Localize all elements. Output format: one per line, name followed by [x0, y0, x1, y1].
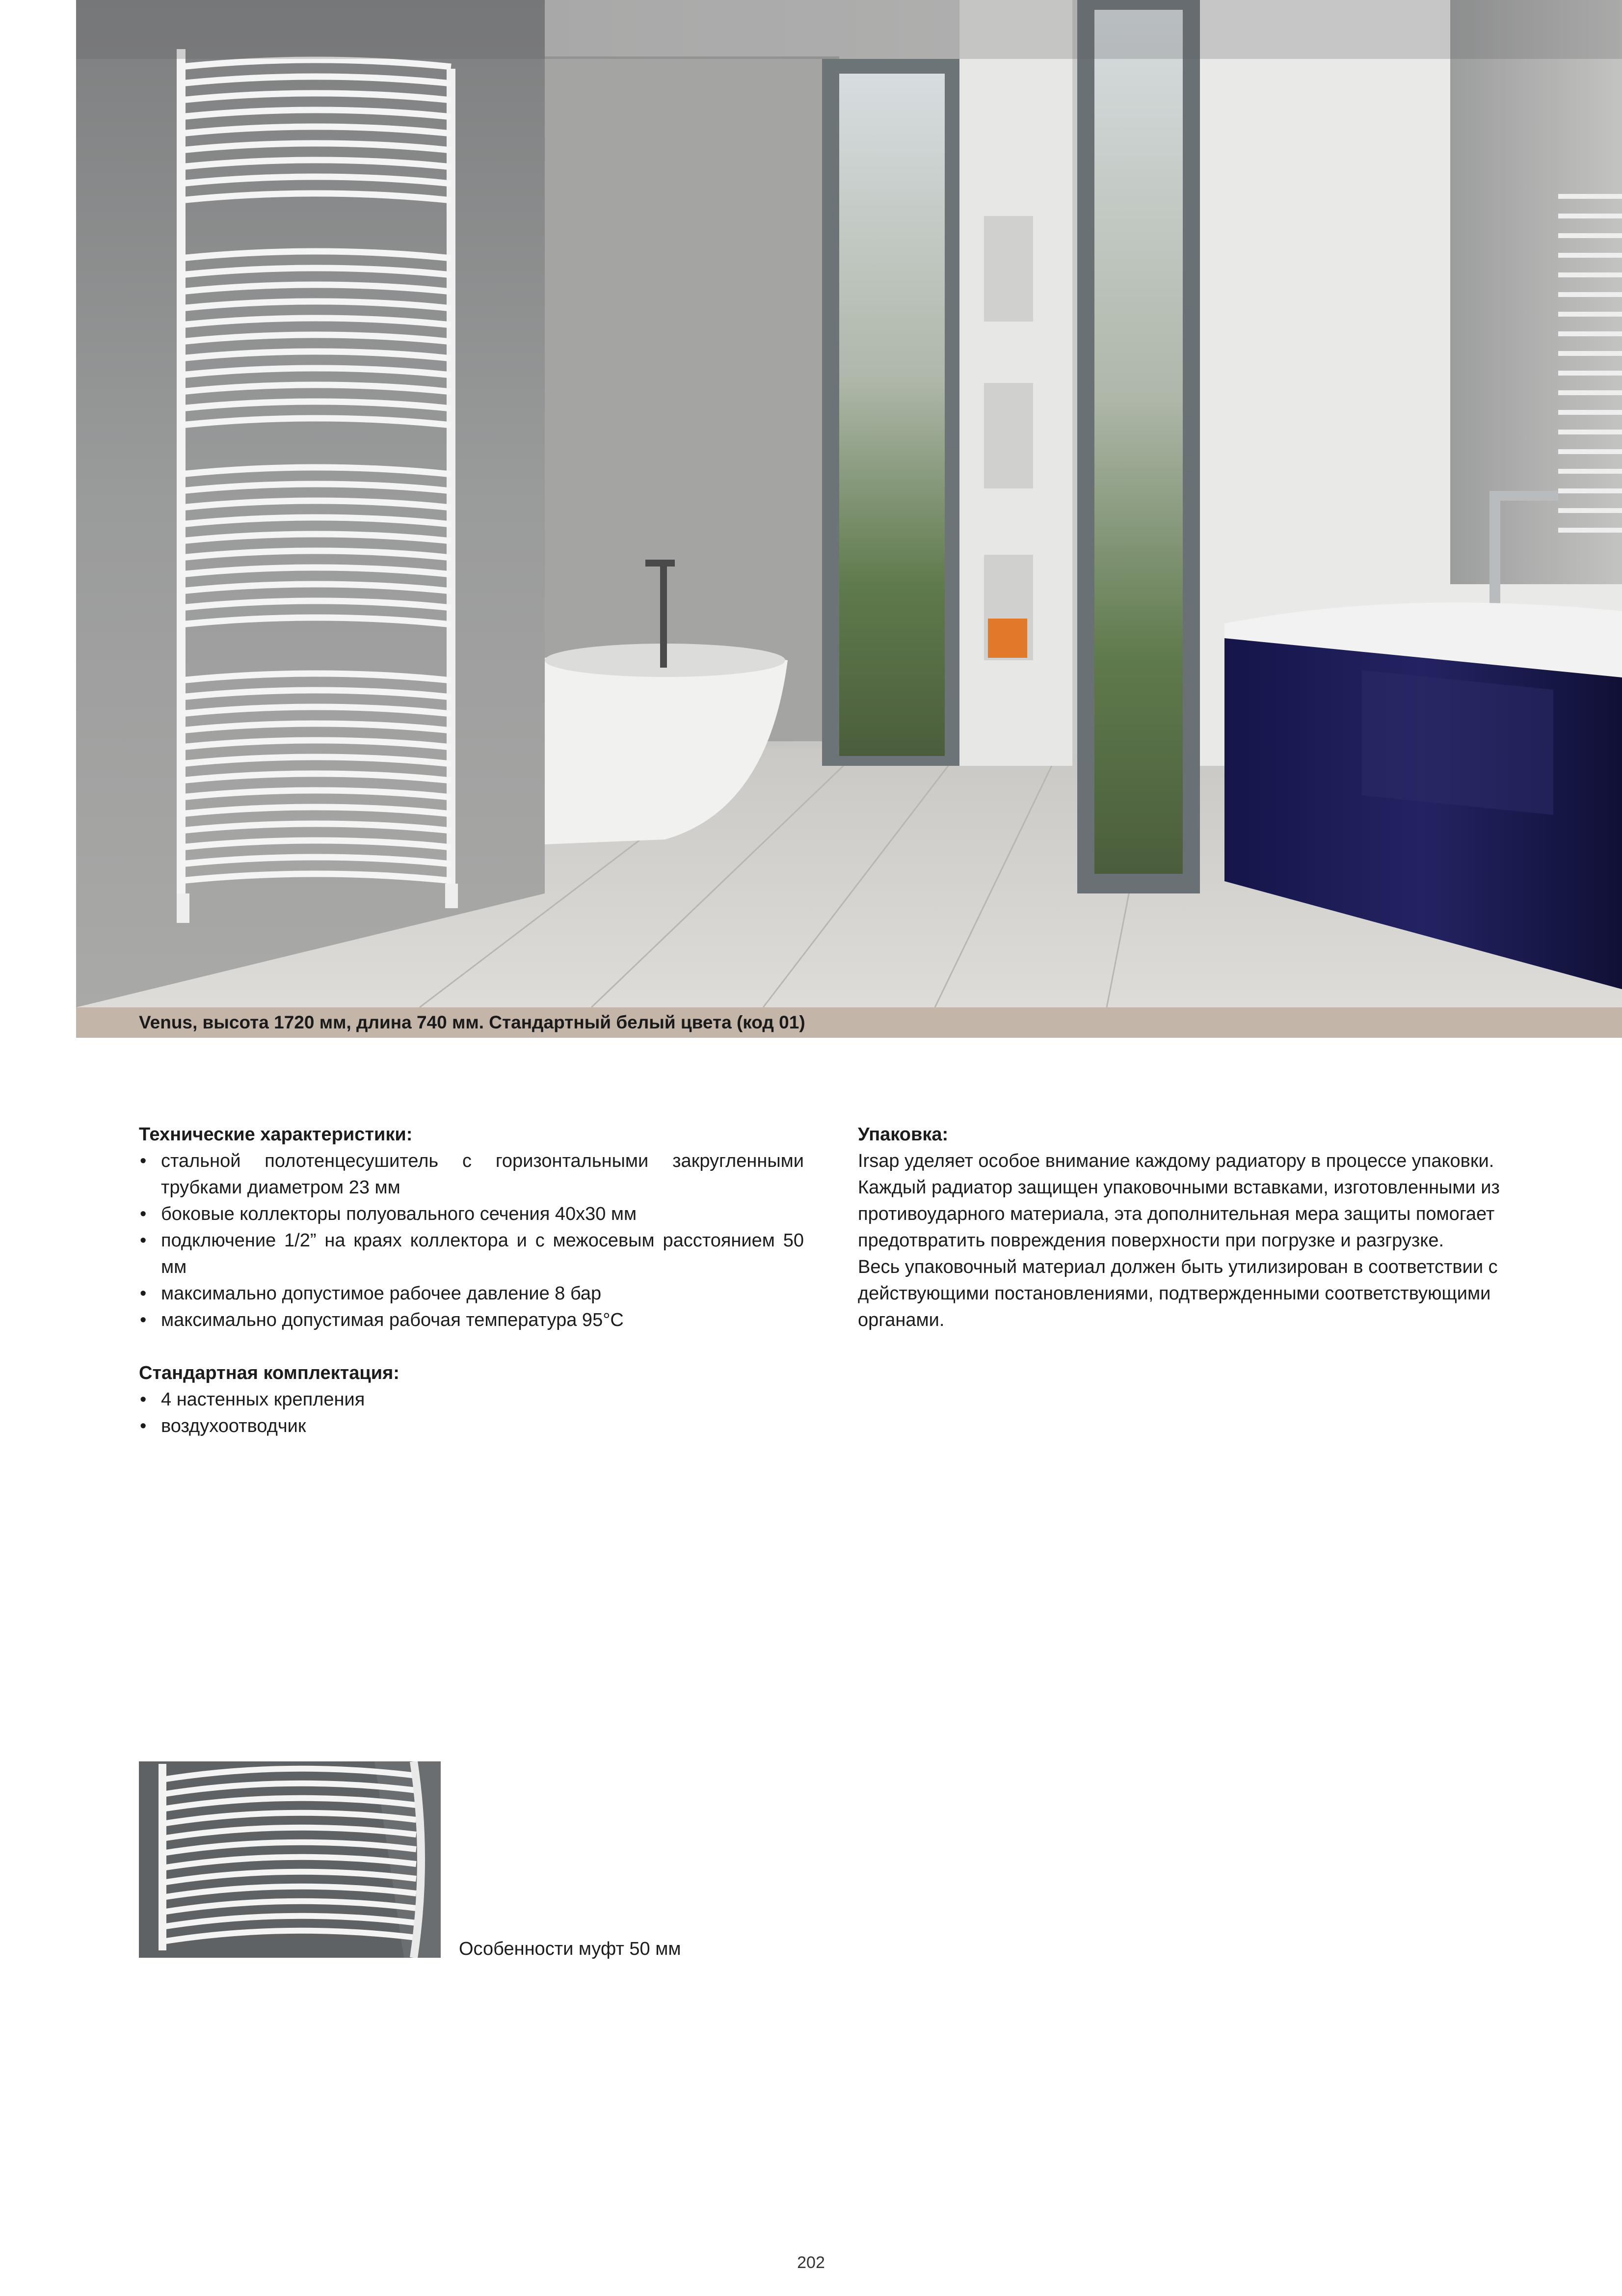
packaging-paragraph: Irsap уделяет особое внимание каждому радиатору в процессе упаковки. Каждый радиатор защищен упаковочными вставками, изготовленными из противоударного материала, эта дополнительная мера защиты помогает предотвратить повреждения поверхности при погрузке и разгрузке. [858, 1151, 1500, 1251]
hero-photo [76, 0, 1622, 1007]
list-item: • боковые коллекторы полуовального сечения 40х30 мм [139, 1201, 804, 1227]
page-number: 202 [797, 2253, 825, 2272]
detail-caption: Особенности муфт 50 мм [459, 1939, 681, 1959]
kit-heading: Стандартная комплектация: [139, 1363, 399, 1383]
packaging-paragraph: Весь упаковочный материал должен быть утилизирован в соответствии с действующими постановлениями, подтвержденными соответствующими органами. [858, 1257, 1498, 1330]
photo-caption-bar [76, 1007, 1622, 1038]
list-item: • 4 настенных крепления [139, 1386, 804, 1413]
window-left [822, 59, 959, 766]
list-item: • стальной полотенцесушитель с горизонтальными закругленными трубками диаметром 23 мм [139, 1148, 804, 1201]
window-right [1077, 0, 1200, 893]
photo-caption: Venus, высота 1720 мм, длина 740 мм. Стандартный белый цвета (код 01) [139, 1012, 805, 1032]
tech-list [139, 1148, 804, 1333]
concrete-panel [545, 56, 839, 741]
specs-column [139, 1121, 804, 1439]
list-item: • подключение 1/2” на краях коллектора и с межосевым расстоянием 50 мм [139, 1227, 804, 1280]
list-item: • максимально допустимое рабочее давление 8 бар [139, 1280, 804, 1307]
list-item: • максимально допустимая рабочая температура 95°C [139, 1307, 804, 1333]
list-item: • воздухоотводчик [139, 1413, 804, 1439]
packaging-column [858, 1121, 1523, 1333]
packaging-heading: Упаковка: [858, 1124, 949, 1145]
tech-heading: Технические характеристики: [139, 1124, 413, 1145]
detail-photo [139, 1761, 441, 1958]
kit-list [139, 1386, 804, 1439]
